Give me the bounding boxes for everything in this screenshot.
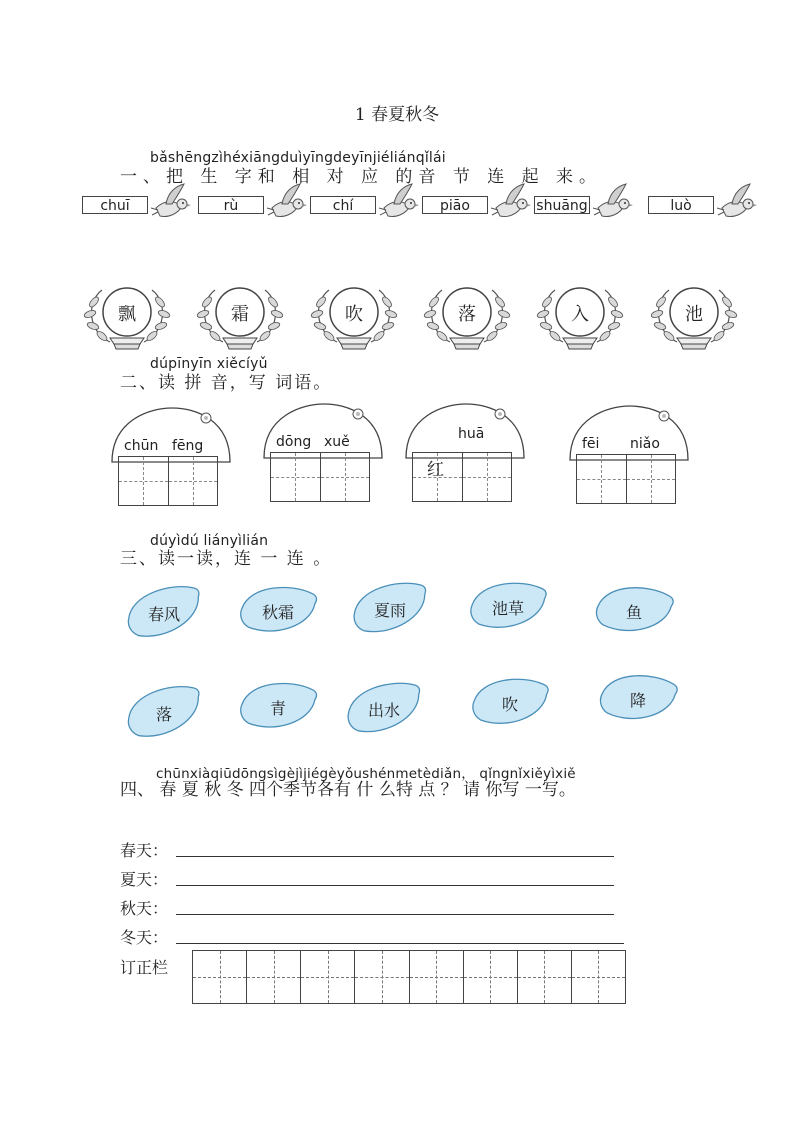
wreath-char: 入 <box>571 304 589 325</box>
wreath-char: 飘 <box>118 304 136 325</box>
leaf-bottom[interactable] <box>344 680 424 736</box>
leaf-bottom[interactable] <box>598 670 678 726</box>
section2-heading: 二、读 拼 音，写 词语。 <box>120 373 333 393</box>
answer-line[interactable] <box>176 914 614 915</box>
page-title: 1 春夏秋冬 <box>354 105 440 125</box>
bird-icon <box>266 180 310 228</box>
syllable-box[interactable]: luò <box>648 196 714 214</box>
wreath-char: 池 <box>685 304 703 325</box>
wreath-card[interactable] <box>80 282 174 352</box>
grid-cell[interactable] <box>321 453 370 501</box>
mushroom-card <box>262 402 387 506</box>
leaf-bottom[interactable] <box>238 678 318 734</box>
leaf-top-text: 秋霜 <box>261 603 294 622</box>
leaf-top[interactable] <box>350 580 430 636</box>
syllable-box[interactable]: chuī <box>82 196 148 214</box>
answer-line[interactable] <box>176 856 614 857</box>
season-label: 冬天： <box>120 928 169 947</box>
pinyin-1: chūn <box>124 438 159 454</box>
leaf-bottom-text: 青 <box>269 699 286 718</box>
mushroom-card <box>404 402 529 506</box>
bird-icon <box>716 180 760 228</box>
syllable-box[interactable]: rù <box>198 196 264 214</box>
mushroom-card <box>110 406 235 510</box>
pinyin-1: dōng <box>276 434 312 450</box>
leaf-bottom[interactable] <box>124 684 204 740</box>
section3-heading: 三、读一读，连 一 连 。 <box>120 549 333 569</box>
section2-pinyin: dúpīnyīn xiěcíyǔ <box>150 356 268 372</box>
bird-icon <box>150 180 194 228</box>
wreath-char: 吹 <box>345 304 363 325</box>
pinyin-2: fēng <box>172 438 204 454</box>
answer-line[interactable] <box>176 885 614 886</box>
writing-grid[interactable] <box>576 454 676 504</box>
grid-cell[interactable] <box>627 455 676 503</box>
leaf-top[interactable] <box>124 584 204 640</box>
leaf-bottom-text: 吹 <box>501 695 518 714</box>
leaf-bottom[interactable] <box>470 674 550 730</box>
wreath-card[interactable] <box>307 282 401 352</box>
syllable-box[interactable]: piāo <box>422 196 488 214</box>
pinyin-1: fēi <box>582 436 600 452</box>
mushroom-card <box>568 404 693 508</box>
section3-pinyin: dúyìdú liányìlián <box>150 533 269 549</box>
section1-pinyin: bǎshēngzìhéxiāngduìyīngdeyīnjiéliánqǐlái <box>150 150 446 166</box>
grid-cell[interactable] <box>169 457 218 505</box>
season-label: 夏天： <box>120 870 169 889</box>
syllable-box[interactable]: chí <box>310 196 376 214</box>
section4-heading: 四、 春 夏 秋 冬 四个季节各有 什 么特 点 ？ 请 你写 一写。 <box>120 780 576 800</box>
grid-cell[interactable] <box>463 453 512 501</box>
section4-pinyin: chūnxiàqiūdōngsìgèjìjiégèyǒushénmetèdiǎn， qǐngnǐxiěyìxiě <box>156 766 576 782</box>
grid-cell[interactable]: 红 <box>413 453 463 501</box>
bird-icon <box>592 180 636 228</box>
leaf-top[interactable] <box>594 582 674 638</box>
season-label: 秋天： <box>120 899 169 918</box>
leaf-bottom-text: 落 <box>155 705 172 724</box>
leaf-bottom-text: 降 <box>629 691 646 710</box>
wreath-card[interactable] <box>420 282 514 352</box>
bird-icon <box>378 180 422 228</box>
leaf-top-text: 夏雨 <box>373 601 406 620</box>
wreath-card[interactable] <box>647 282 741 352</box>
correction-grid[interactable] <box>192 950 626 1004</box>
writing-grid[interactable] <box>118 456 218 506</box>
pinyin-2: huā <box>458 426 485 442</box>
grid-cell[interactable] <box>577 455 627 503</box>
wreath-char: 霜 <box>231 304 249 325</box>
wreath-card[interactable] <box>533 282 627 352</box>
bird-icon <box>490 180 534 228</box>
season-label: 春天： <box>120 841 169 860</box>
section1-heading: 一、把 生 字和 相 对 应 的音 节 连 起 来。 <box>120 167 603 187</box>
leaf-top-text: 鱼 <box>625 603 642 622</box>
grid-cell[interactable] <box>119 457 169 505</box>
answer-line[interactable] <box>176 943 624 944</box>
leaf-top-text: 池草 <box>491 599 524 618</box>
pinyin-2: niǎo <box>630 436 660 452</box>
pinyin-2: xuě <box>324 434 350 450</box>
wreath-card[interactable] <box>193 282 287 352</box>
correction-label: 订正栏 <box>120 958 169 977</box>
leaf-top-text: 春风 <box>147 605 180 624</box>
grid-cell[interactable] <box>271 453 321 501</box>
writing-grid[interactable] <box>270 452 370 502</box>
leaf-top[interactable] <box>468 578 548 634</box>
wreath-char: 落 <box>458 304 476 325</box>
leaf-bottom-text: 出水 <box>367 701 400 720</box>
leaf-top[interactable] <box>238 582 318 638</box>
writing-grid[interactable] <box>412 452 512 502</box>
syllable-box[interactable]: shuāng <box>534 196 590 214</box>
